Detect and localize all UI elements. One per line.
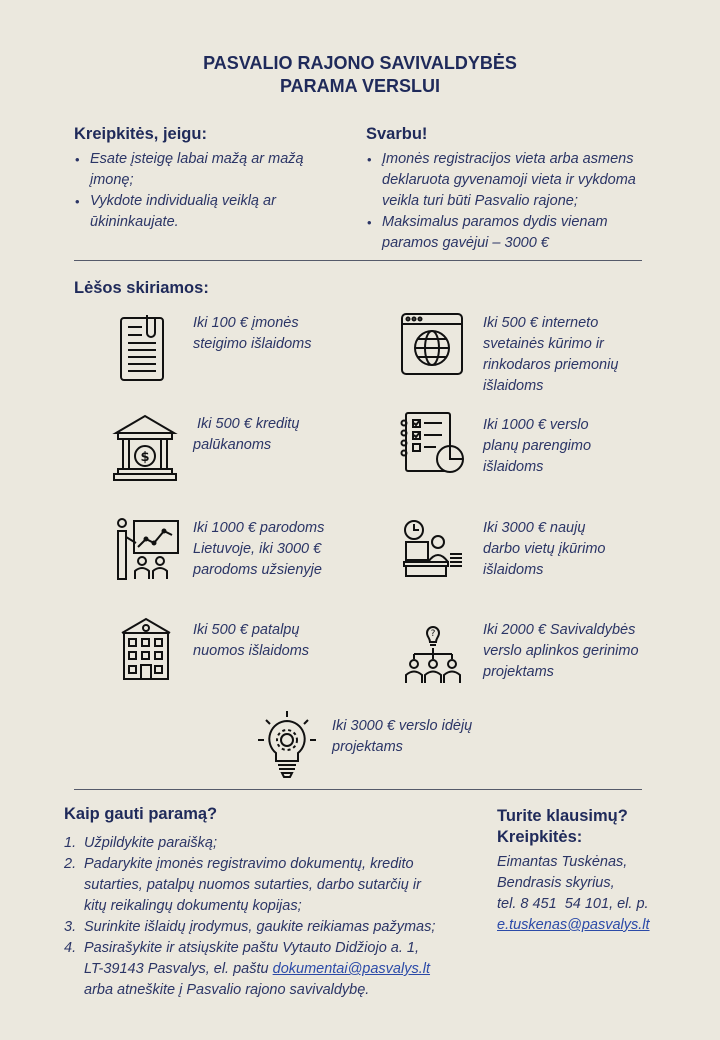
step-text: Pasirašykite ir atsiųskite paštu Vytauto Didžiojo a. 1,	[84, 940, 420, 956]
funds-item-premises	[193, 620, 309, 662]
funds-item-company-setup	[193, 313, 311, 355]
questions-section	[497, 806, 707, 936]
step-3	[64, 917, 484, 938]
funds-heading: Lėšos skiriamos:	[74, 279, 209, 297]
step-text: Užpildykite paraišką;	[84, 835, 217, 851]
important-list	[366, 149, 666, 254]
contact-department: Bendrasis skyrius,	[497, 875, 615, 891]
funds-item-line: projektams	[483, 664, 554, 680]
step-2	[64, 854, 484, 917]
step-text: Surinkite išlaidų įrodymus, gaukite reikiamas pažymas;	[84, 919, 436, 935]
important-section	[366, 125, 666, 254]
funds-item-line: Iki 100 € įmonės	[193, 315, 299, 331]
funds-item-line: svetainės kūrimo ir	[483, 336, 604, 352]
list-item: • Maksimalus paramos dydis vienam paramos gavėjui – 3000 €	[366, 212, 667, 254]
funds-item-line: verslo aplinkos gerinimo	[483, 643, 639, 659]
documents-email-link[interactable]: dokumentai@pasvalys.lt	[272, 961, 431, 977]
svg-text:$: $	[140, 450, 150, 465]
contact-details	[497, 852, 707, 936]
title-line-2: PARAMA VERSLUI	[279, 76, 440, 96]
funds-item-line: nuomos išlaidoms	[193, 643, 310, 659]
important-heading: Svarbu!	[366, 125, 428, 143]
funds-item-line: projektams	[332, 739, 403, 755]
funds-item-exhibitions	[193, 518, 324, 581]
page-title	[0, 52, 720, 98]
funds-item-line: išlaidoms	[483, 562, 544, 578]
funds-item-line: išlaidoms	[483, 459, 544, 475]
contact-heading: Kreipkitės:	[497, 828, 583, 846]
how-to-steps	[64, 833, 484, 1001]
contact-email-link[interactable]: e.tuskenas@pasvalys.lt	[497, 917, 650, 933]
bank-icon	[112, 413, 178, 483]
list-item: • Įmonės registracijos vieta arba asmens deklaruota gyvenamoji vieta ir vykdoma veikla turi būti Pasvalio rajone;	[366, 149, 672, 212]
apply-if-heading: Kreipkitės, jeigu:	[74, 125, 207, 143]
divider	[74, 789, 642, 790]
questions-heading: Turite klausimų?	[497, 807, 628, 825]
funds-item-line: Iki 1000 € parodoms	[193, 520, 325, 536]
step-text: arba atneškite į Pasvalio rajono savivaldybę.	[84, 982, 370, 998]
funds-item-line: Iki 3000 € naujų	[483, 520, 586, 536]
business-plan-icon	[400, 411, 466, 475]
workplace-icon	[402, 518, 464, 580]
funds-item-line: planų parengimo	[483, 438, 592, 454]
funds-item-line: parodoms užsienyje	[193, 562, 322, 578]
funds-item-business-plan	[483, 415, 591, 478]
step-text: Padarykite įmonės registravimo dokumentų, kredito	[84, 856, 414, 872]
svg-text:?: ?	[430, 629, 436, 639]
funds-item-ideas	[332, 716, 472, 758]
funds-item-line: Iki 500 € interneto	[483, 315, 599, 331]
website-globe-icon	[400, 312, 464, 376]
document-icon	[118, 313, 168, 383]
step-1	[64, 833, 484, 854]
apply-if-section	[74, 125, 334, 233]
funds-item-line: Iki 3000 € verslo idėjų	[332, 718, 473, 734]
funds-item-line: Lietuvoje, iki 3000 €	[193, 541, 322, 557]
step-number: 4.	[64, 940, 77, 956]
funds-item-website	[483, 313, 618, 397]
step-text: kitų reikalingų dokumentų kopijas;	[84, 898, 302, 914]
funds-item-environment	[483, 620, 639, 683]
funds-item-line: palūkanoms	[193, 437, 272, 453]
funds-item-line: išlaidoms	[483, 378, 544, 394]
idea-bulb-icon	[256, 710, 318, 778]
title-line-1: PASVALIO RAJONO SAVIVALDYBĖS	[203, 53, 517, 73]
list-item: • Esate įsteigę labai mažą ar mažą įmonę;	[74, 149, 335, 191]
funds-item-line: Iki 1000 € verslo	[483, 417, 589, 433]
funds-item-credit	[193, 414, 299, 456]
funds-item-line: steigimo išlaidoms	[193, 336, 312, 352]
step-text: LT-39143 Pasvalys, el. paštu	[84, 961, 273, 977]
contact-name: Eimantas Tuskėnas,	[497, 854, 628, 870]
funds-item-jobs	[483, 518, 606, 581]
funds-item-line: Iki 2000 € Savivaldybės	[483, 622, 636, 638]
step-text: sutarties, patalpų nuomos sutarties, darbo sutarčių ir	[84, 877, 421, 893]
how-to-heading: Kaip gauti paramą?	[64, 805, 218, 823]
contact-phone: tel. 8 451 54 101, el. p.	[497, 896, 649, 912]
step-number: 3.	[64, 919, 77, 935]
divider	[74, 260, 642, 261]
list-item: • Vykdote individualią veiklą ar ūkininkaujate.	[74, 191, 335, 233]
funds-item-line: Iki 500 € kreditų	[193, 416, 300, 432]
step-4	[64, 938, 484, 1001]
building-icon	[118, 617, 174, 683]
presentation-icon	[114, 517, 180, 583]
step-number: 2.	[64, 856, 77, 872]
funds-item-line: rinkodaros priemonių	[483, 357, 619, 373]
team-idea-icon	[402, 617, 464, 685]
apply-if-list	[74, 149, 334, 233]
step-number: 1.	[64, 835, 77, 851]
funds-item-line: darbo vietų įkūrimo	[483, 541, 606, 557]
funds-item-line: Iki 500 € patalpų	[193, 622, 300, 638]
